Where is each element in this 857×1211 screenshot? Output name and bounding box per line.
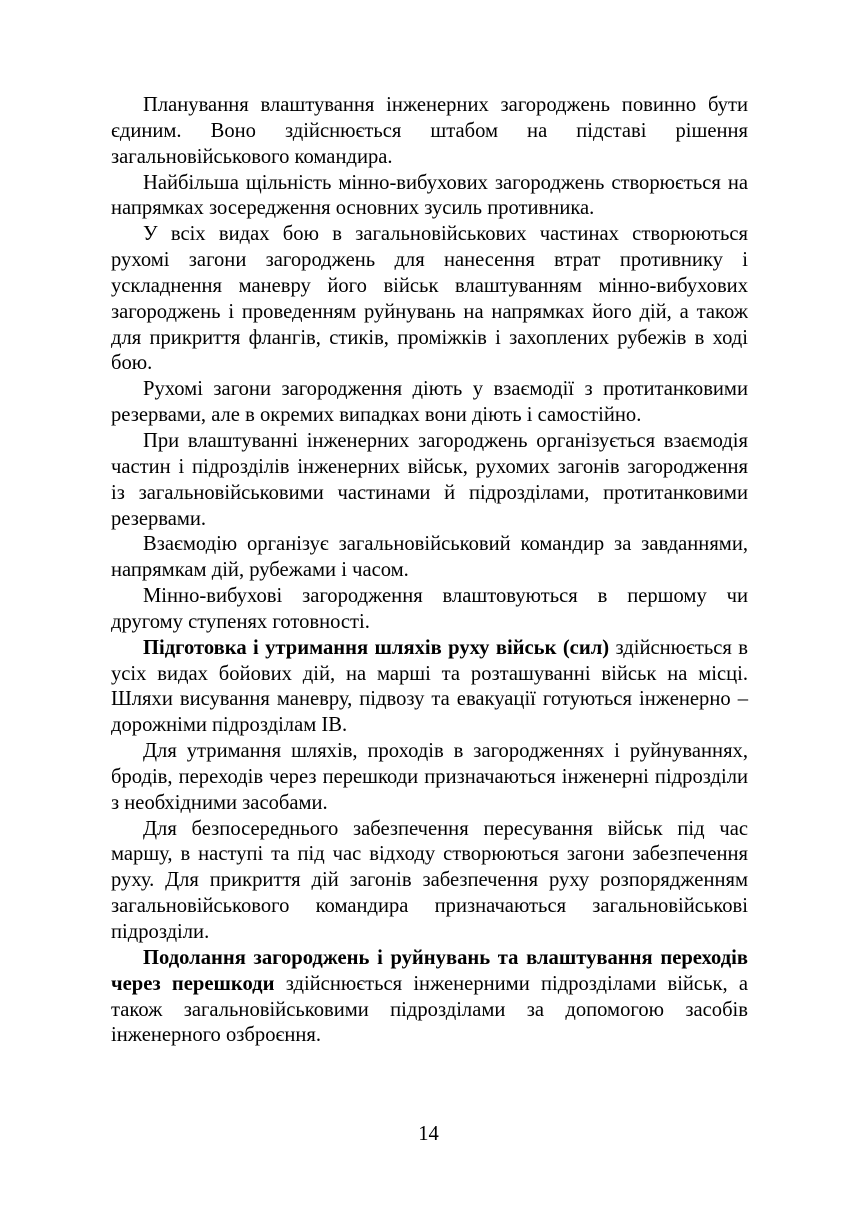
- paragraph-planning: [111, 93, 748, 171]
- paragraph-text: здійснюється в усіх видах бойових дій, на марші та розташуванні військ на місці. Шляхи висування маневру, підвозу та евакуації готуються інженерно – дорожніми підрозділам ІВ.: [111, 636, 748, 737]
- paragraph-text: Планування влаштування інженерних загороджень повинно бути єдиним. Воно здійснюється штабом на підставі рішення загальновійськового командира.: [111, 94, 748, 168]
- paragraph-text: Рухомі загони загородження діють у взаємодії з протитанковими резервами, але в окремих випадках вони діють і самостійно.: [111, 378, 748, 427]
- paragraph-readiness: [111, 584, 748, 636]
- paragraph-obstacles: [111, 946, 748, 1049]
- paragraph-text: Взаємодію організує загальновійськовий командир за завданнями, напрямкам дій, рубежами і часом.: [111, 533, 748, 582]
- paragraph-interaction-reserves: [111, 377, 748, 429]
- paragraph-text: Для утримання шляхів, проходів в загородженнях і руйнуваннях, бродів, переходів через перешкоди призначаються інженерні підрозділи з необхідними засобами.: [111, 740, 748, 814]
- paragraph-text: При влаштуванні інженерних загороджень організується взаємодія частин і підрозділів інженерних військ, рухомих загонів загородження із загальновійськовими частинами й підрозділами, протитанковими резервами.: [111, 429, 748, 530]
- paragraph-text: Найбільша щільність мінно-вибухових загороджень створюється на напрямках зосередження основних зусиль противника.: [111, 171, 748, 220]
- paragraph-heading: Подолання загороджень і руйнувань та влаштування переходів через перешкоди: [111, 946, 748, 995]
- paragraph-text: У всіх видах бою в загальновійськових частинах створюються рухомі загони загороджень для нанесення втрат противнику і ускладнення маневру його військ влаштуванням мінно-вибухових загороджень і проведенням руйнувань на напрямках його дій, а також для прикриття флангів, стиків, проміжків і захоплених рубежів в ході бою.: [111, 223, 748, 375]
- paragraph-text: Для безпосереднього забезпечення пересування військ під час маршу, в наступі та під час відходу створюються загони забезпечення руху. Для прикриття дій загонів забезпечення руху розпорядженням загальновійськового командира призначаються загальновійськові підрозділи.: [111, 817, 748, 943]
- paragraph-organization: [111, 429, 748, 532]
- paragraph-mobile-detachments: [111, 222, 748, 377]
- paragraph-movement-support: [111, 817, 748, 946]
- paragraph-density: [111, 171, 748, 223]
- paragraph-maintenance: [111, 739, 748, 817]
- page-number: 14: [418, 1123, 439, 1145]
- paragraph-commander: [111, 532, 748, 584]
- paragraph-text: здійснюється інженерними підрозділами військ, а також загальновійськовими підрозділами за допомогою засобів інженерного озброєння.: [111, 972, 749, 1047]
- paragraph-text: Мінно-вибухові загородження влаштовуються в першому чи другому ступенях готовності.: [111, 585, 748, 633]
- paragraph-heading: Підготовка і утримання шляхів руху військ (сил): [143, 636, 610, 659]
- body-text: [111, 93, 748, 1049]
- paragraph-routes: [111, 636, 748, 739]
